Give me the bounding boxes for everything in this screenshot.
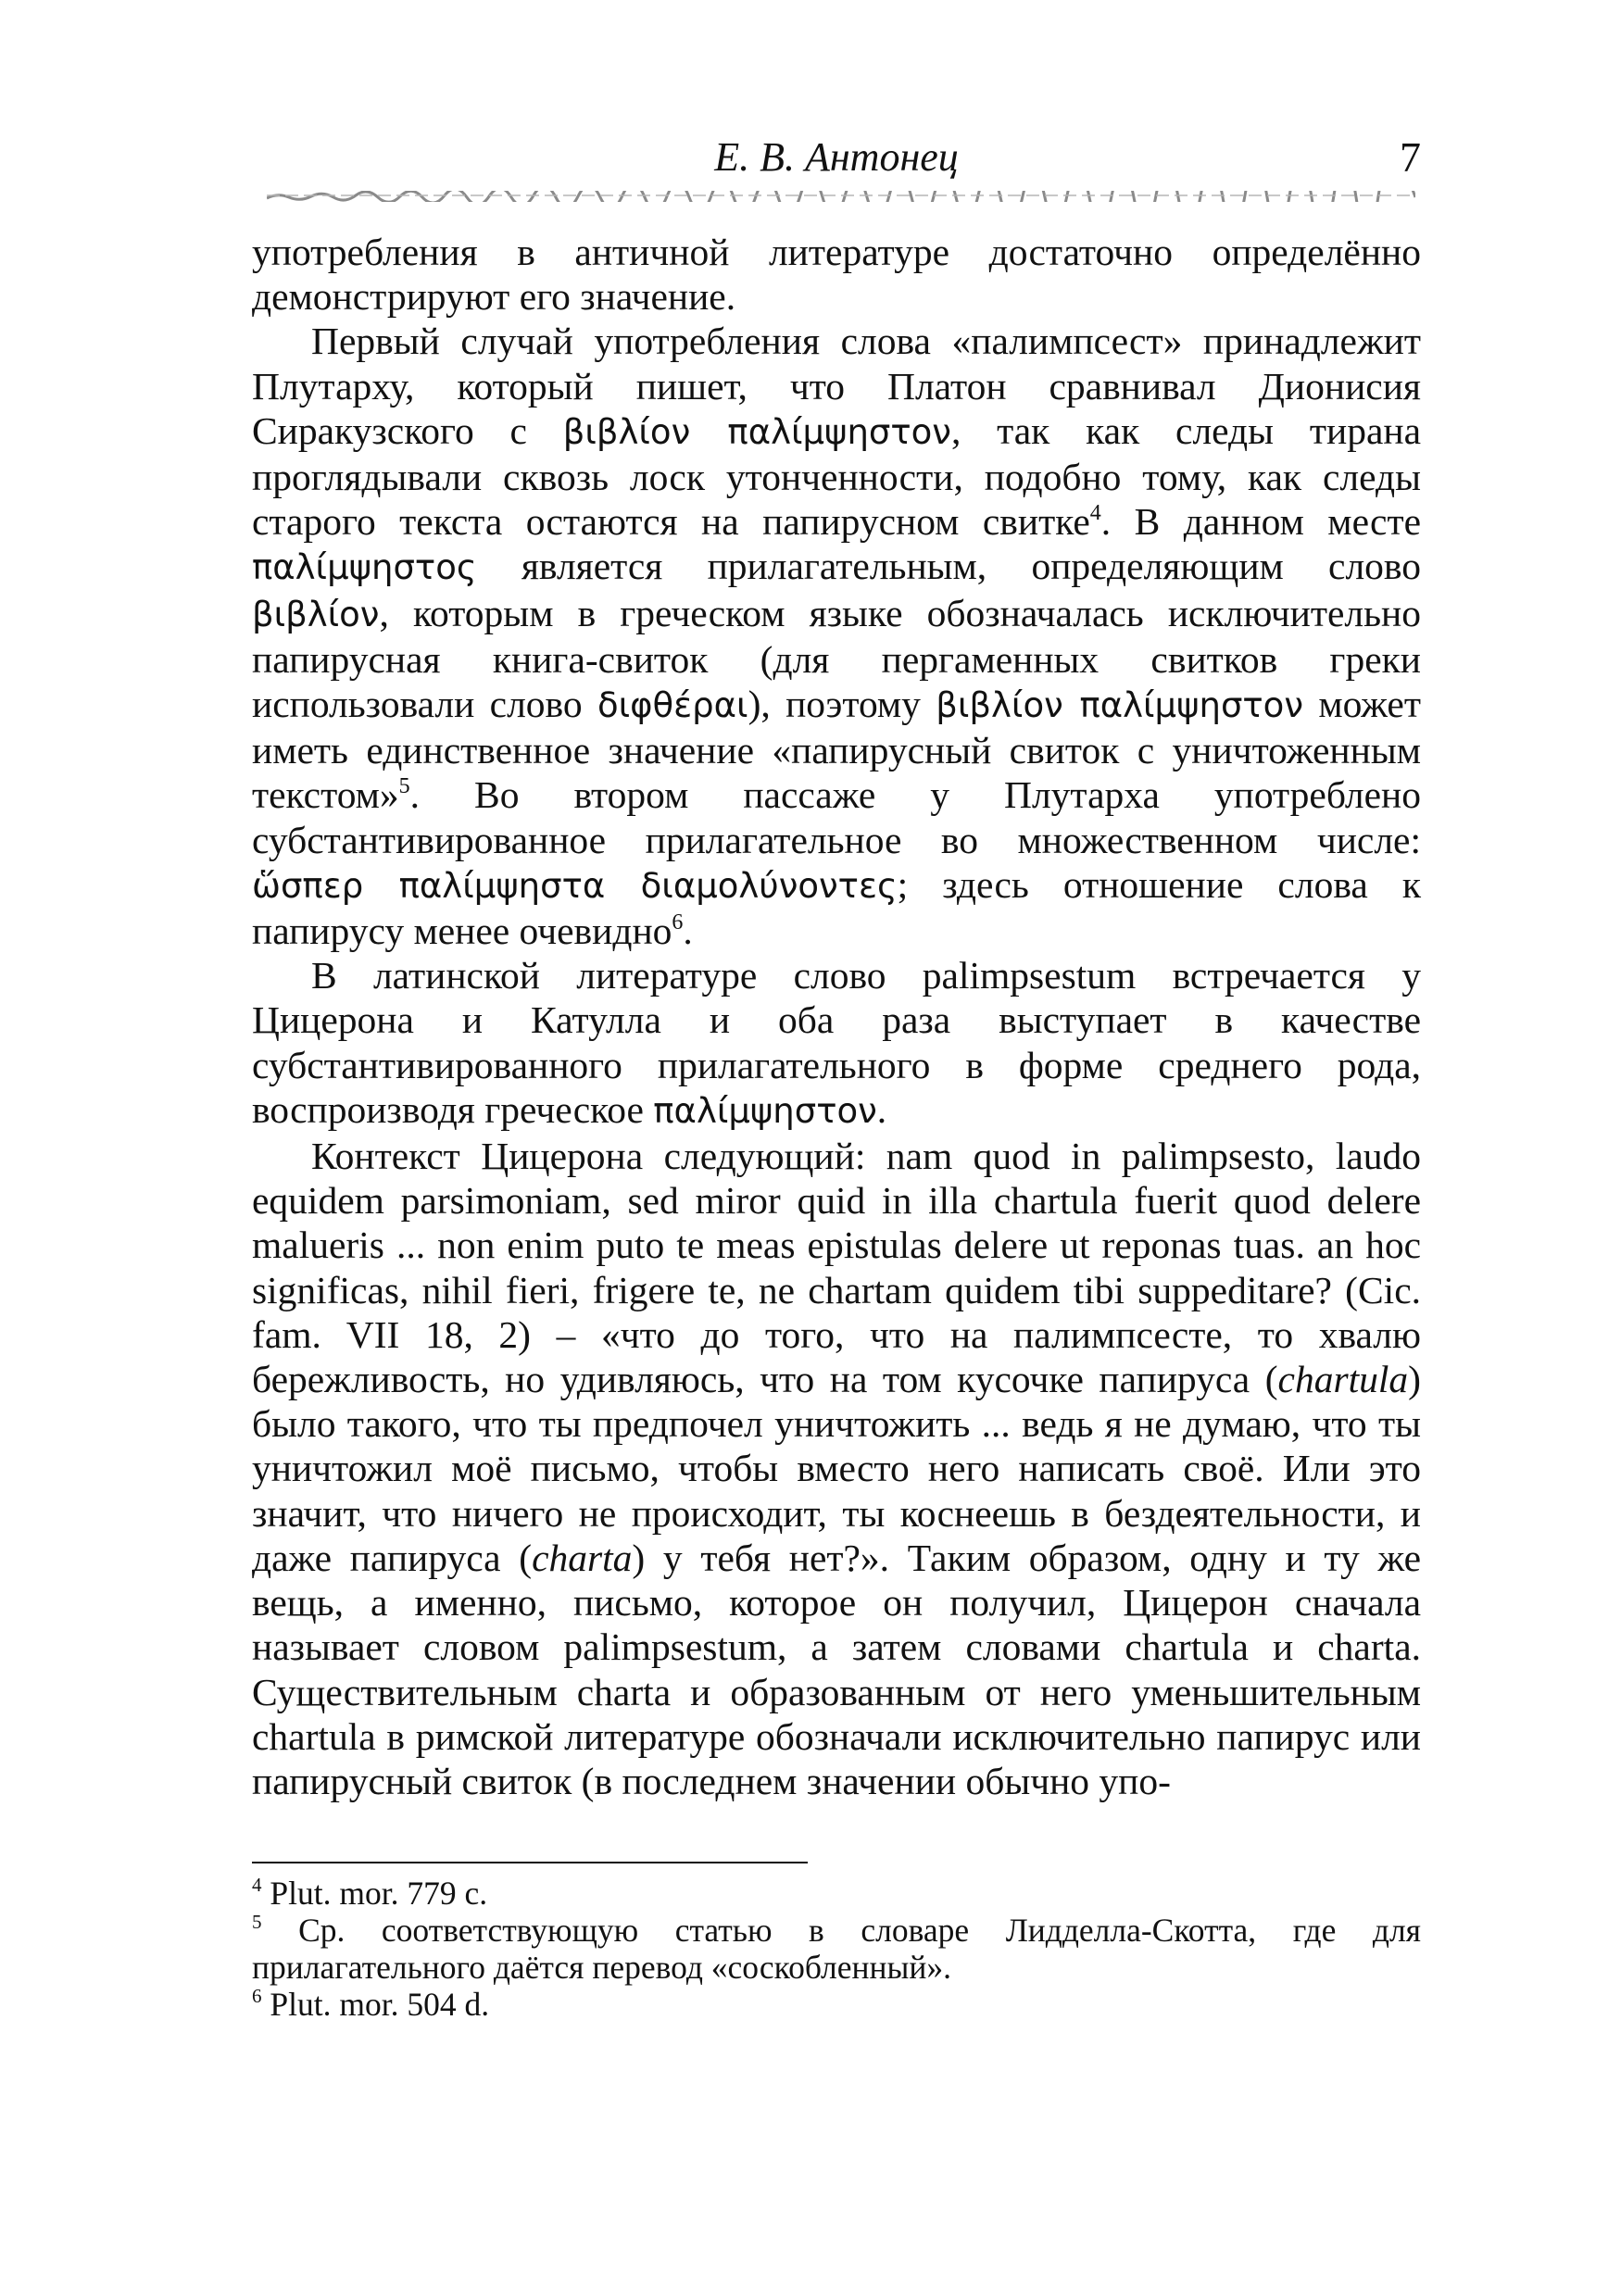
paragraph-text: Контекст Цицерона следующий: nam quod in palimpsesto, laudo equidem parsimoniam, sed miror quid in illa chartula fuerit quod delere malueris ... non enim puto te meas epistulas delere ut reponas tuas. an hoc significas, nihil fieri, frigere te, ne chartam quidem tibi suppeditare? (Cic. fam. VII 18, 2) – «что до того, что на палимпсесте, то хвалю бережливость, но удивляюсь, что на том кусочке папируса ( bbox=[252, 1135, 1421, 1401]
paragraph-text: . bbox=[683, 910, 693, 953]
footnote-4 bbox=[252, 1875, 1421, 1912]
footnote-mark: 5 bbox=[252, 1911, 262, 1933]
footnote-mark: 4 bbox=[252, 1874, 262, 1896]
footnote-mark: 6 bbox=[252, 1985, 262, 2007]
greek-phrase: ὥσπερ παλίμψηστα διαμολύνοντες bbox=[252, 865, 898, 906]
paragraph-text: . В данном месте bbox=[1100, 500, 1422, 544]
paragraph-4 bbox=[252, 1134, 1421, 1803]
paragraph-text: ) было такого, что ты предпочел уничтожить ... ведь я не думаю, что ты уничтожил моё письмо, чтобы вместо него написать своё. Или это значит, что ничего не происходит, ты коснеешь в бездеятельности, и даже папируса ( bbox=[252, 1358, 1421, 1579]
greek-word: διφθέραι bbox=[597, 685, 748, 726]
italic-term: chartula bbox=[1277, 1358, 1409, 1401]
footnote-text: Plut. mor. 504 d. bbox=[270, 1986, 490, 2023]
paragraph-text: В латинской литературе слово palimpsestum встречается у Цицерона и Катулла и оба раза выступает в качестве субстантивированного прилагательного в форме среднего рода, воспроизводя греческое bbox=[252, 954, 1421, 1131]
paragraph-text: , так как следы тирана проглядывали сквозь лоск утонченности, подобно тому, как следы старого текста остаются на папирусном свитке bbox=[252, 408, 1421, 544]
footnote-ref-5[interactable]: 5 bbox=[398, 774, 410, 799]
paragraph-text: употребления в античной литературе достаточно определённо демонстрируют его значение. bbox=[252, 231, 1421, 319]
footnote-6 bbox=[252, 1986, 1421, 2023]
greek-word: παλίμψηστος bbox=[252, 547, 477, 588]
paragraph-text: Первый случай употребления слова «палимпсест» принадлежит Плутарху, который пишет, что Платон сравнивал Дионисия Сиракузского с bbox=[252, 320, 1421, 452]
page-number: 7 bbox=[1400, 133, 1421, 181]
header-ornamental-rule bbox=[267, 191, 1415, 202]
paragraph-3 bbox=[252, 953, 1421, 1134]
paragraph-1 bbox=[252, 230, 1421, 319]
paragraph-text: ; здесь отношение слова к папирусу менее очевидно bbox=[252, 862, 1421, 953]
greek-word: βιβλίον bbox=[252, 594, 380, 634]
paragraph-text: является прилагательным, определяющим слово bbox=[476, 545, 1421, 588]
paragraph-text: . Во втором пассаже у Плутарха употреблено субстантивированное прилагательное во множественном числе: bbox=[252, 773, 1421, 861]
paragraph-2 bbox=[252, 319, 1421, 953]
footnote-text: Plut. mor. 779 c. bbox=[270, 1875, 488, 1912]
running-header bbox=[252, 130, 1421, 185]
greek-word: παλίμψηστον bbox=[653, 1090, 877, 1131]
paragraph-text: ), поэтому bbox=[748, 683, 936, 726]
footnote-separator bbox=[252, 1862, 808, 1863]
paragraph-text: ) у тебя нет?». Таким образом, одну и ту же вещь, а именно, письмо, которое он получил, Цицерон сначала называет словом palimpsestum, а затем словами chartula и charta. Существительным charta и образованным от него уменьшительным chartula в римской литературе обозначали исключительно папирус или папирусный свиток (в последнем значении обычно упо- bbox=[252, 1536, 1421, 1802]
paragraph-text: может иметь единственное значение «папирусный свиток с уничтоженным текстом» bbox=[252, 683, 1421, 817]
paragraph-text: , которым в греческом языке обозначалась исключительно папирусная книга-свиток (для пергаменных свитков греки использовали слово bbox=[252, 591, 1421, 726]
italic-term: charta bbox=[532, 1536, 633, 1579]
footnote-ref-6[interactable]: 6 bbox=[672, 910, 684, 935]
paragraph-text: . bbox=[876, 1087, 887, 1131]
footnotes bbox=[252, 1875, 1421, 2023]
footnote-text: Ср. соответствующую статью в словаре Лидделла-Скотта, где для прилагательного даётся перевод «соскобленный». bbox=[252, 1912, 1421, 1986]
greek-phrase: βιβλίον παλίμψηστον bbox=[562, 411, 951, 452]
footnote-ref-4[interactable]: 4 bbox=[1089, 501, 1101, 526]
main-text bbox=[252, 230, 1421, 1803]
running-header-author: Е. В. Антонец bbox=[714, 134, 959, 180]
greek-phrase: βιβλίον παλίμψηστον bbox=[936, 685, 1303, 726]
footnote-5 bbox=[252, 1912, 1421, 1986]
